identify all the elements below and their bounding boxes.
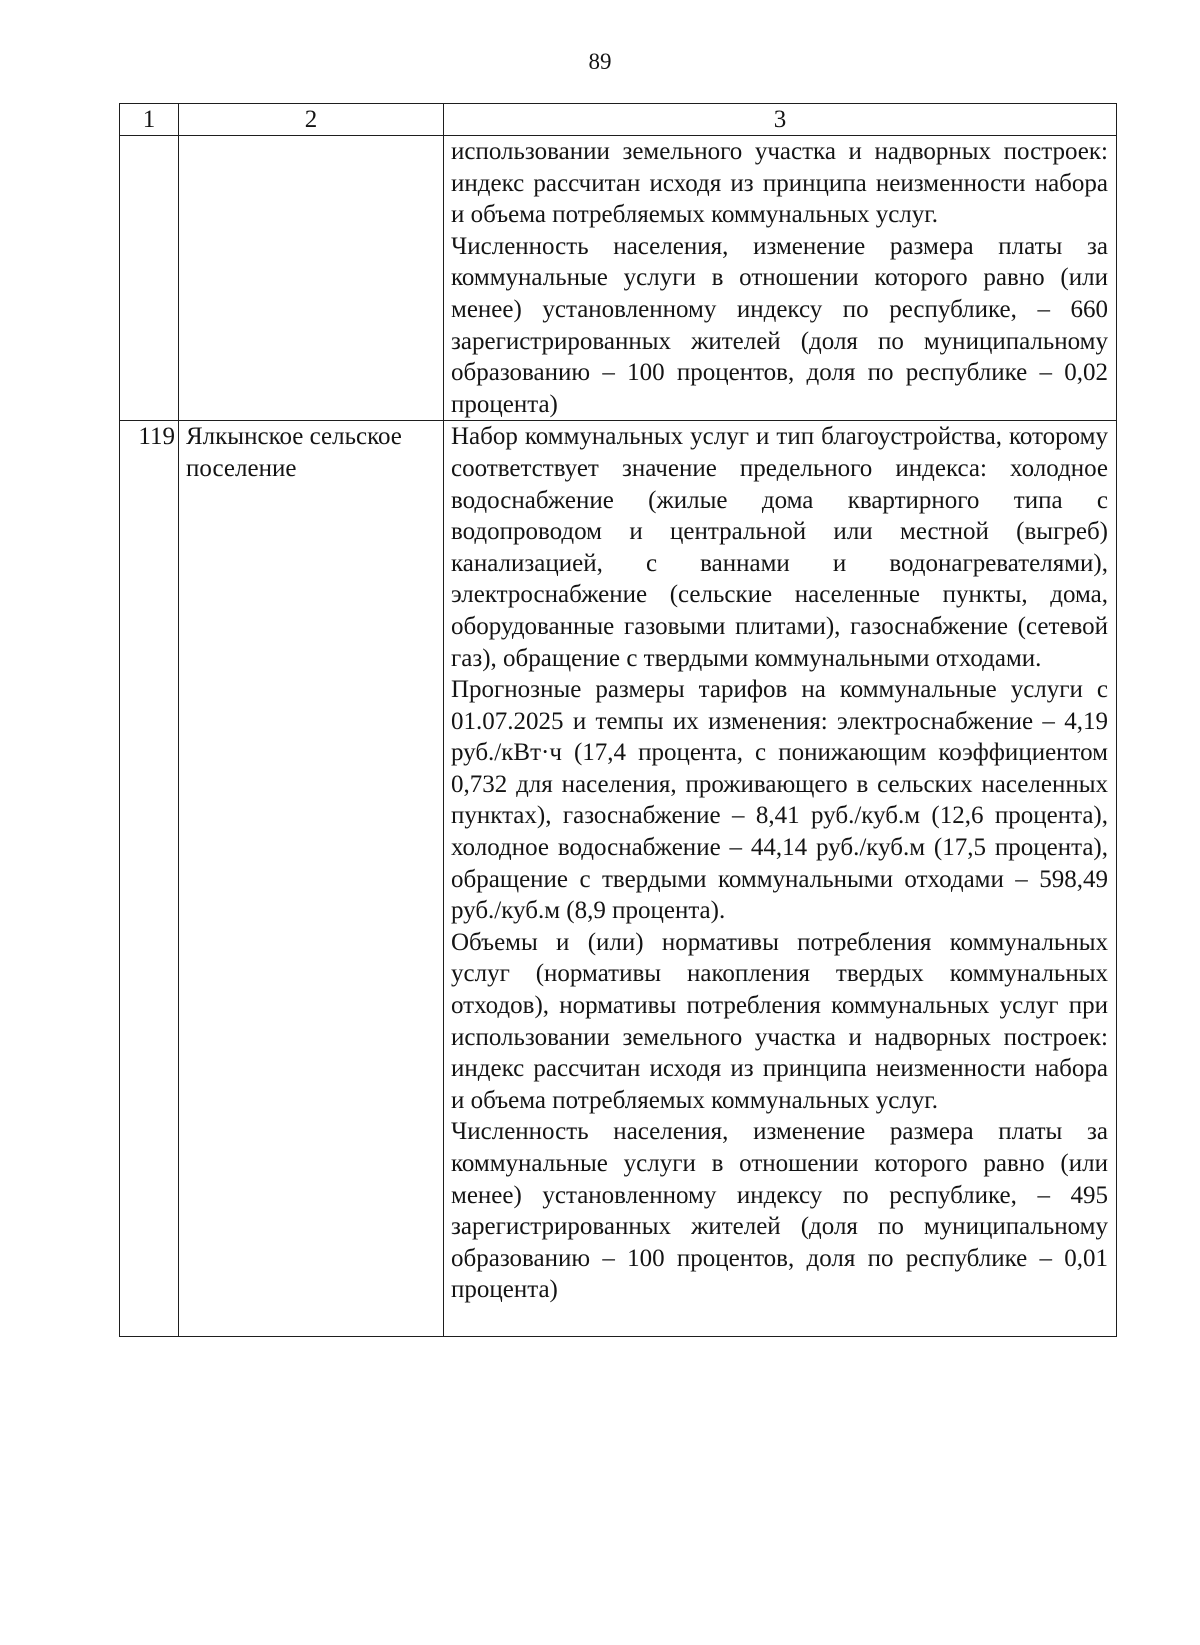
page-number: 89 <box>588 49 612 74</box>
description-paragraph: Набор коммунальных услуг и тип благоустройства, которому соответствует значение предельного индекса: холодное водоснабжение (жилые дома квартирного типа с водопроводом и центральной или местной (выгреб) канализацией, с ваннами и водонагревателями), электроснабжение (сельские населенные пункты, дома, оборудованные газовыми плитами), газоснабжение (сетевой газ), обращение с твердыми коммунальными отходами. <box>451 423 1108 672</box>
description-cell <box>444 136 1117 421</box>
description-paragraph: Объемы и (или) нормативы потребления коммунальных услуг (нормативы накопления твердых коммунальных отходов), нормативы потребления коммунальных услуг при использовании земельного участка и надворных построек: индекс рассчитан исходя из принципа неизменности набора и объема потребляемых коммунальных услуг. <box>451 928 1108 1114</box>
description-cell <box>444 421 1117 1337</box>
municipality-name: Ялкынское сельское поселение <box>179 421 444 1337</box>
table-row <box>120 421 1117 1337</box>
table-row <box>120 136 1117 421</box>
description-paragraph: Прогнозные размеры тарифов на коммунальные услуги с 01.07.2025 и темпы их изменения: электроснабжение – 4,19 руб./кВт·ч (17,4 процента, с понижающим коэффициентом 0,732 для населения, проживающего в сельских населенных пунктах), газоснабжение – 8,41 руб./куб.м (12,6 процента), холодное водоснабжение – 44,14 руб./куб.м (17,5 процента), обращение с твердыми коммунальными отходами – 598,49 руб./куб.м (8,9 процента). <box>451 676 1108 925</box>
column-header-description: 3 <box>444 104 1117 136</box>
table-header-row <box>120 104 1117 136</box>
row-number <box>120 136 179 421</box>
description-paragraph: Численность населения, изменение размера платы за коммунальные услуги в отношении которого равно (или менее) установленному индексу по республике, – 495 зарегистрированных жителей (доля по муниципальному образованию – 100 процентов, доля по республике – 0,01 процента) <box>451 1118 1108 1304</box>
column-header-number: 1 <box>120 104 179 136</box>
column-header-name: 2 <box>179 104 444 136</box>
municipality-name <box>179 136 444 421</box>
description-paragraph: Численность населения, изменение размера платы за коммунальные услуги в отношении которого равно (или менее) установленному индексу по республике, – 660 зарегистрированных жителей (доля по муниципальному образованию – 100 процентов, доля по республике – 0,02 процента) <box>451 232 1108 418</box>
tariff-table <box>119 103 1117 1337</box>
row-number: 119 <box>120 421 179 1337</box>
description-paragraph: использовании земельного участка и надворных построек: индекс рассчитан исходя из принципа неизменности набора и объема потребляемых коммунальных услуг. <box>451 138 1108 229</box>
